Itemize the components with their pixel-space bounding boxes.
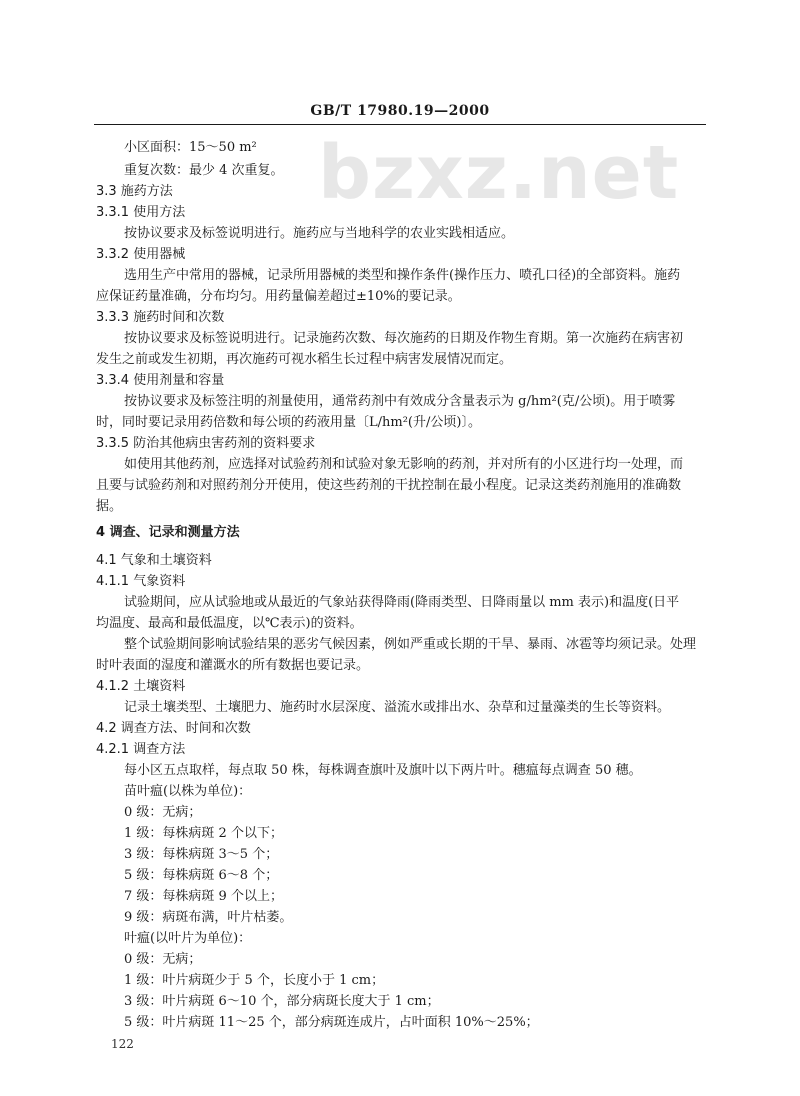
text-line: 每小区五点取样，每点取 50 株，每株调查旗叶及旗叶以下两片叶。穗瘟每点调查 50 穗。 [124, 763, 642, 778]
text-line: 按协议要求及标签注明的剂量使用，通常药剂中有效成分含量表示为 g/hm²(克/公顷)。用于喷雾 [124, 394, 676, 409]
text-line: 记录土壤类型、土壤肥力、施药时水层深度、溢流水或排出水、杂草和过量藻类的生长等资料。 [124, 700, 671, 715]
section-heading: 4.2 调查方法、时间和次数 [96, 721, 251, 736]
section-heading: 3.3.3 施药时间和次数 [96, 310, 225, 325]
section-heading: 3.3.4 使用剂量和容量 [96, 373, 225, 388]
grade-item: 5 级：叶片病斑 11～25 个，部分病斑连成片，占叶面积 10%～25%； [124, 1015, 539, 1030]
text-line: 整个试验期间影响试验结果的恶劣气候因素，例如严重或长期的干旱、暴雨、冰雹等均须记录。处理 [124, 637, 697, 652]
grade-item: 0 级：无病； [124, 952, 202, 967]
text-line: 叶瘟(以叶片为单位)： [124, 931, 252, 946]
grade-item: 3 级：叶片病斑 6～10 个，部分病斑长度大于 1 cm； [124, 994, 440, 1009]
grade-item: 0 级：无病； [124, 805, 202, 820]
grade-item: 1 级：每株病斑 2 个以下； [124, 826, 283, 841]
text-line: 时叶表面的湿度和灌溉水的所有数据也要记录。 [96, 658, 370, 673]
section-heading: 4.2.1 调查方法 [96, 742, 186, 757]
watermark: bzxz.net [318, 130, 680, 216]
text-line: 发生之前或发生初期，再次施药可视水稻生长过程中病害发展情况而定。 [96, 352, 513, 367]
text-line: 苗叶瘟(以株为单位)： [124, 784, 252, 799]
text-line: 如使用其他药剂，应选择对试验药剂和试验对象无影响的药剂，并对所有的小区进行均一处理，而 [124, 457, 684, 472]
grade-item: 7 级：每株病斑 9 个以上； [124, 889, 283, 904]
section-heading: 4.1 气象和土壤资料 [96, 553, 212, 568]
page-number: 122 [111, 1037, 134, 1051]
grade-item: 5 级：每株病斑 6～8 个； [124, 868, 279, 883]
text-line: 应保证药量准确，分布均匀。用药量偏差超过±10%的要记录。 [96, 289, 461, 304]
grade-item: 3 级：每株病斑 3～5 个； [124, 847, 279, 862]
section-heading: 4.1.2 土壤资料 [96, 679, 186, 694]
text-line: 按协议要求及标签说明进行。施药应与当地科学的农业实践相适应。 [124, 226, 515, 241]
text-line: 按协议要求及标签说明进行。记录施药次数、每次施药的日期及作物生育期。第一次施药在病害初 [124, 331, 684, 346]
text-line: 重复次数：最少 4 次重复。 [124, 163, 284, 178]
text-line: 据。 [96, 499, 123, 514]
text-line: 小区面积：15～50 m² [124, 140, 257, 155]
section-heading: 4.1.1 气象资料 [96, 574, 186, 589]
grade-item: 1 级：叶片病斑少于 5 个，长度小于 1 cm； [124, 973, 385, 988]
text-line: 时，同时要记录用药倍数和每公顷的药液用量〔L/hm²(升/公顷)〕。 [96, 415, 481, 430]
text-line: 选用生产中常用的器械，记录所用器械的类型和操作条件(操作压力、喷孔口径)的全部资料。施药 [124, 268, 681, 283]
chapter-heading: 4 调查、记录和测量方法 [96, 525, 240, 540]
header-rule [94, 124, 706, 125]
section-heading: 3.3.2 使用器械 [96, 247, 186, 262]
text-line: 且要与试验药剂和对照药剂分开使用，使这些药剂的干扰控制在最小程度。记录这类药剂施用的准确数 [96, 478, 682, 493]
section-heading: 3.3 施药方法 [96, 184, 173, 199]
section-heading: 3.3.1 使用方法 [96, 205, 186, 220]
section-heading: 3.3.5 防治其他病虫害药剂的资料要求 [96, 436, 316, 451]
grade-item: 9 级：病斑布满，叶片枯萎。 [124, 910, 293, 925]
text-line: 均温度、最高和最低温度，以℃表示)的资料。 [96, 616, 363, 631]
standard-code-header: GB/T 17980.19—2000 [310, 103, 490, 119]
text-line: 试验期间，应从试验地或从最近的气象站获得降雨(降雨类型、日降雨量以 mm 表示)和温度(日平 [124, 595, 680, 610]
